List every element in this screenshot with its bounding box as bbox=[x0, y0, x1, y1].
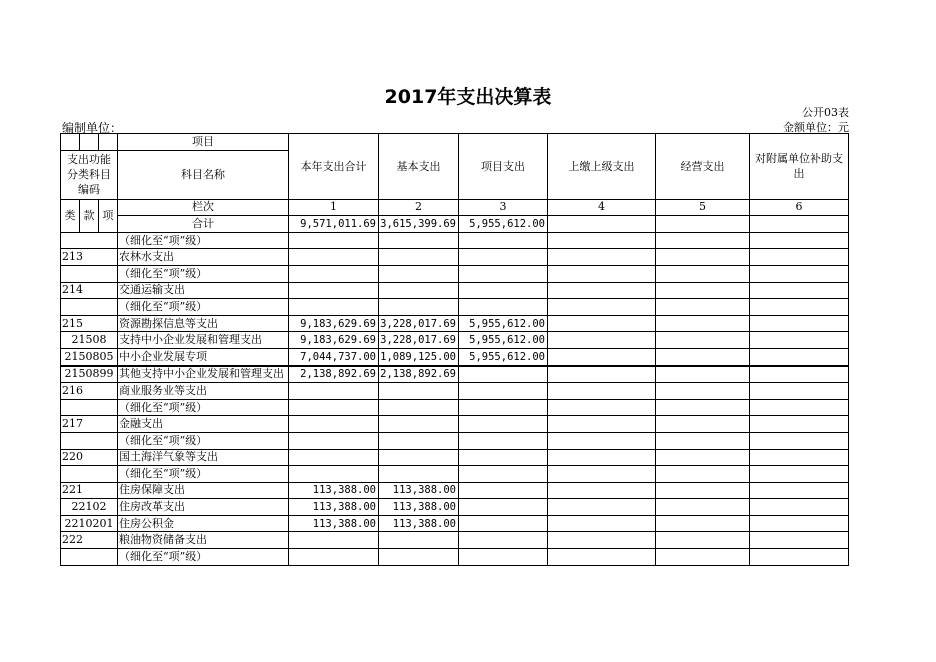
cell-basic bbox=[379, 265, 459, 282]
row-name: （细化至“项”级） bbox=[118, 299, 289, 316]
row-name: 交通运输支出 bbox=[118, 282, 289, 299]
cell-subsidy bbox=[750, 499, 849, 516]
expenditure-table bbox=[60, 133, 849, 566]
cell-total bbox=[289, 432, 379, 449]
row-code: 222 bbox=[61, 532, 118, 549]
row-name: 农林水支出 bbox=[118, 249, 289, 266]
table-row bbox=[61, 366, 849, 383]
cell-total bbox=[289, 449, 379, 466]
table-row bbox=[61, 232, 849, 249]
row-name: 粮油物资储备支出 bbox=[118, 532, 289, 549]
row-name: （细化至“项”级） bbox=[118, 232, 289, 249]
cell-basic bbox=[379, 299, 459, 316]
cell-business bbox=[656, 332, 750, 349]
cell-basic bbox=[379, 466, 459, 483]
table-row bbox=[61, 383, 849, 400]
cell-subsidy bbox=[750, 515, 849, 532]
cell-business bbox=[656, 315, 750, 332]
row-name: 支持中小企业发展和管理支出 bbox=[118, 332, 289, 349]
cell-project bbox=[459, 366, 548, 383]
col-num-2: 2 bbox=[379, 199, 459, 216]
row-code bbox=[61, 399, 118, 416]
cell-basic: 2,138,892.69 bbox=[379, 366, 459, 383]
cell-business bbox=[656, 383, 750, 400]
row-name: （细化至“项”级） bbox=[118, 549, 289, 566]
cell-upper bbox=[548, 216, 656, 233]
cell-total: 9,571,011.69 bbox=[289, 216, 379, 233]
row-name: （细化至“项”级） bbox=[118, 399, 289, 416]
cell-project: 5,955,612.00 bbox=[459, 216, 548, 233]
row-code: 220 bbox=[61, 449, 118, 466]
amount-unit-label: 金额单位：元 bbox=[783, 121, 849, 134]
cell-subsidy bbox=[750, 232, 849, 249]
table-row bbox=[61, 499, 849, 516]
cell-project bbox=[459, 432, 548, 449]
row-name: 金融支出 bbox=[118, 416, 289, 433]
cell-subsidy bbox=[750, 216, 849, 233]
cell-basic: 3,228,017.69 bbox=[379, 315, 459, 332]
row-name: 住房改革支出 bbox=[118, 499, 289, 516]
cell-basic bbox=[379, 532, 459, 549]
cell-upper bbox=[548, 366, 656, 383]
cell-subsidy bbox=[750, 299, 849, 316]
row-name: 合计 bbox=[118, 216, 289, 233]
table-row bbox=[61, 348, 849, 365]
cell-subsidy bbox=[750, 332, 849, 349]
cell-upper bbox=[548, 499, 656, 516]
cell-total: 9,183,629.69 bbox=[289, 315, 379, 332]
table-row bbox=[61, 399, 849, 416]
cell-upper bbox=[548, 482, 656, 499]
header-code: 支出功能分类科目编码 bbox=[61, 150, 118, 199]
table-row bbox=[61, 249, 849, 266]
cell-project bbox=[459, 499, 548, 516]
cell-upper bbox=[548, 383, 656, 400]
col-num-3: 3 bbox=[459, 199, 548, 216]
header-project: 项目 bbox=[118, 134, 289, 151]
header-subsidy: 对附属单位补助支出 bbox=[750, 134, 849, 200]
row-code: 21508 bbox=[61, 332, 118, 349]
row-code: 221 bbox=[61, 482, 118, 499]
row-code: 2150899 bbox=[61, 366, 118, 383]
cell-total: 2,138,892.69 bbox=[289, 366, 379, 383]
cell-business bbox=[656, 265, 750, 282]
cell-project bbox=[459, 232, 548, 249]
cell-total bbox=[289, 299, 379, 316]
cell-subsidy bbox=[750, 265, 849, 282]
row-name: 住房公积金 bbox=[118, 515, 289, 532]
table-row bbox=[61, 482, 849, 499]
cell-upper bbox=[548, 399, 656, 416]
header-business: 经营支出 bbox=[656, 134, 750, 200]
row-code: 2210201 bbox=[61, 515, 118, 532]
cell-project bbox=[459, 249, 548, 266]
col-num-5: 5 bbox=[656, 199, 750, 216]
cell-subsidy bbox=[750, 348, 849, 365]
table-row bbox=[61, 432, 849, 449]
cell-basic: 1,089,125.00 bbox=[379, 348, 459, 365]
cell-total: 113,388.00 bbox=[289, 482, 379, 499]
cell-upper bbox=[548, 299, 656, 316]
cell-project bbox=[459, 399, 548, 416]
cell-total bbox=[289, 249, 379, 266]
cell-project bbox=[459, 416, 548, 433]
cell-business bbox=[656, 532, 750, 549]
header-project-expenditure: 项目支出 bbox=[459, 134, 548, 200]
cell-subsidy bbox=[750, 482, 849, 499]
org-unit-label: 编制单位： bbox=[62, 121, 123, 135]
cell-subsidy bbox=[750, 282, 849, 299]
cell-upper bbox=[548, 432, 656, 449]
cell-basic: 3,615,399.69 bbox=[379, 216, 459, 233]
cell-total: 7,044,737.00 bbox=[289, 348, 379, 365]
cell-upper bbox=[548, 466, 656, 483]
header-lanci: 栏次 bbox=[118, 199, 289, 216]
cell-subsidy bbox=[750, 383, 849, 400]
cell-business bbox=[656, 515, 750, 532]
cell-business bbox=[656, 216, 750, 233]
cell-business bbox=[656, 432, 750, 449]
table-row bbox=[61, 299, 849, 316]
table-row bbox=[61, 449, 849, 466]
cell-business bbox=[656, 549, 750, 566]
cell-total bbox=[289, 265, 379, 282]
row-code: 22102 bbox=[61, 499, 118, 516]
cell-basic bbox=[379, 432, 459, 449]
cell-business bbox=[656, 499, 750, 516]
cell-business bbox=[656, 466, 750, 483]
cell-basic: 113,388.00 bbox=[379, 499, 459, 516]
row-code: 217 bbox=[61, 416, 118, 433]
cell-subsidy bbox=[750, 449, 849, 466]
cell-subsidy bbox=[750, 315, 849, 332]
cell-basic bbox=[379, 249, 459, 266]
table-row bbox=[61, 515, 849, 532]
header-subject-name: 科目名称 bbox=[118, 150, 289, 199]
cell-upper bbox=[548, 332, 656, 349]
cell-total bbox=[289, 466, 379, 483]
cell-project: 5,955,612.00 bbox=[459, 315, 548, 332]
public-table-number: 公开03表 bbox=[802, 106, 849, 119]
row-code bbox=[61, 466, 118, 483]
cell-upper bbox=[548, 532, 656, 549]
table-row bbox=[61, 265, 849, 282]
row-code bbox=[61, 432, 118, 449]
cell-total bbox=[289, 549, 379, 566]
row-code bbox=[61, 265, 118, 282]
cell-upper bbox=[548, 282, 656, 299]
header-lei: 类 bbox=[61, 199, 80, 232]
table-row bbox=[61, 332, 849, 349]
row-code: 213 bbox=[61, 249, 118, 266]
cell-upper bbox=[548, 249, 656, 266]
cell-subsidy bbox=[750, 399, 849, 416]
table-row bbox=[61, 282, 849, 299]
cell-basic bbox=[379, 449, 459, 466]
cell-business bbox=[656, 249, 750, 266]
table-row bbox=[61, 216, 849, 233]
cell-basic bbox=[379, 416, 459, 433]
row-code bbox=[61, 549, 118, 566]
cell-business bbox=[656, 416, 750, 433]
cell-basic: 113,388.00 bbox=[379, 482, 459, 499]
cell-total bbox=[289, 532, 379, 549]
cell-project: 5,955,612.00 bbox=[459, 348, 548, 365]
row-name: 其他支持中小企业发展和管理支出 bbox=[118, 366, 289, 383]
table-row bbox=[61, 466, 849, 483]
header-basic: 基本支出 bbox=[379, 134, 459, 200]
cell-project bbox=[459, 466, 548, 483]
cell-total bbox=[289, 282, 379, 299]
table-row bbox=[61, 532, 849, 549]
cell-upper bbox=[548, 515, 656, 532]
col-num-1: 1 bbox=[289, 199, 379, 216]
row-code: 215 bbox=[61, 315, 118, 332]
cell-subsidy bbox=[750, 466, 849, 483]
cell-project bbox=[459, 265, 548, 282]
cell-basic: 113,388.00 bbox=[379, 515, 459, 532]
cell-project bbox=[459, 383, 548, 400]
cell-basic bbox=[379, 549, 459, 566]
header-kuan: 款 bbox=[80, 199, 99, 232]
row-code bbox=[61, 232, 118, 249]
cell-upper bbox=[548, 315, 656, 332]
cell-subsidy bbox=[750, 416, 849, 433]
cell-total: 9,183,629.69 bbox=[289, 332, 379, 349]
cell-basic bbox=[379, 282, 459, 299]
row-name: 国土海洋气象等支出 bbox=[118, 449, 289, 466]
row-name: （细化至“项”级） bbox=[118, 466, 289, 483]
cell-business bbox=[656, 299, 750, 316]
cell-subsidy bbox=[750, 549, 849, 566]
cell-business bbox=[656, 232, 750, 249]
cell-project: 5,955,612.00 bbox=[459, 332, 548, 349]
cell-basic bbox=[379, 232, 459, 249]
cell-project bbox=[459, 449, 548, 466]
cell-basic bbox=[379, 399, 459, 416]
row-name: 中小企业发展专项 bbox=[118, 348, 289, 365]
col-num-4: 4 bbox=[548, 199, 656, 216]
table-row bbox=[61, 549, 849, 566]
header-total: 本年支出合计 bbox=[289, 134, 379, 200]
row-code: 2150805 bbox=[61, 348, 118, 365]
cell-basic bbox=[379, 383, 459, 400]
row-code: 216 bbox=[61, 383, 118, 400]
cell-total: 113,388.00 bbox=[289, 515, 379, 532]
cell-business bbox=[656, 449, 750, 466]
row-name: 住房保障支出 bbox=[118, 482, 289, 499]
row-name: 资源勘探信息等支出 bbox=[118, 315, 289, 332]
cell-upper bbox=[548, 265, 656, 282]
table-row bbox=[61, 315, 849, 332]
cell-total bbox=[289, 399, 379, 416]
cell-subsidy bbox=[750, 532, 849, 549]
cell-subsidy bbox=[750, 432, 849, 449]
cell-project bbox=[459, 299, 548, 316]
page-title: 2017年支出决算表 bbox=[384, 86, 552, 108]
row-name: （细化至“项”级） bbox=[118, 432, 289, 449]
header-xiang: 项 bbox=[99, 199, 118, 232]
row-code: 214 bbox=[61, 282, 118, 299]
header-upper: 上缴上级支出 bbox=[548, 134, 656, 200]
cell-total bbox=[289, 383, 379, 400]
cell-business bbox=[656, 348, 750, 365]
cell-upper bbox=[548, 449, 656, 466]
cell-upper bbox=[548, 416, 656, 433]
cell-total: 113,388.00 bbox=[289, 499, 379, 516]
table-row bbox=[61, 416, 849, 433]
cell-subsidy bbox=[750, 249, 849, 266]
cell-business bbox=[656, 282, 750, 299]
cell-subsidy bbox=[750, 366, 849, 383]
col-num-6: 6 bbox=[750, 199, 849, 216]
cell-total bbox=[289, 232, 379, 249]
cell-project bbox=[459, 515, 548, 532]
row-name: 商业服务业等支出 bbox=[118, 383, 289, 400]
cell-business bbox=[656, 482, 750, 499]
cell-business bbox=[656, 399, 750, 416]
cell-project bbox=[459, 482, 548, 499]
row-code bbox=[61, 299, 118, 316]
cell-upper bbox=[548, 549, 656, 566]
cell-upper bbox=[548, 232, 656, 249]
cell-project bbox=[459, 282, 548, 299]
row-name: （细化至“项”级） bbox=[118, 265, 289, 282]
cell-total bbox=[289, 416, 379, 433]
cell-business bbox=[656, 366, 750, 383]
cell-project bbox=[459, 532, 548, 549]
cell-basic: 3,228,017.69 bbox=[379, 332, 459, 349]
cell-project bbox=[459, 549, 548, 566]
cell-upper bbox=[548, 348, 656, 365]
